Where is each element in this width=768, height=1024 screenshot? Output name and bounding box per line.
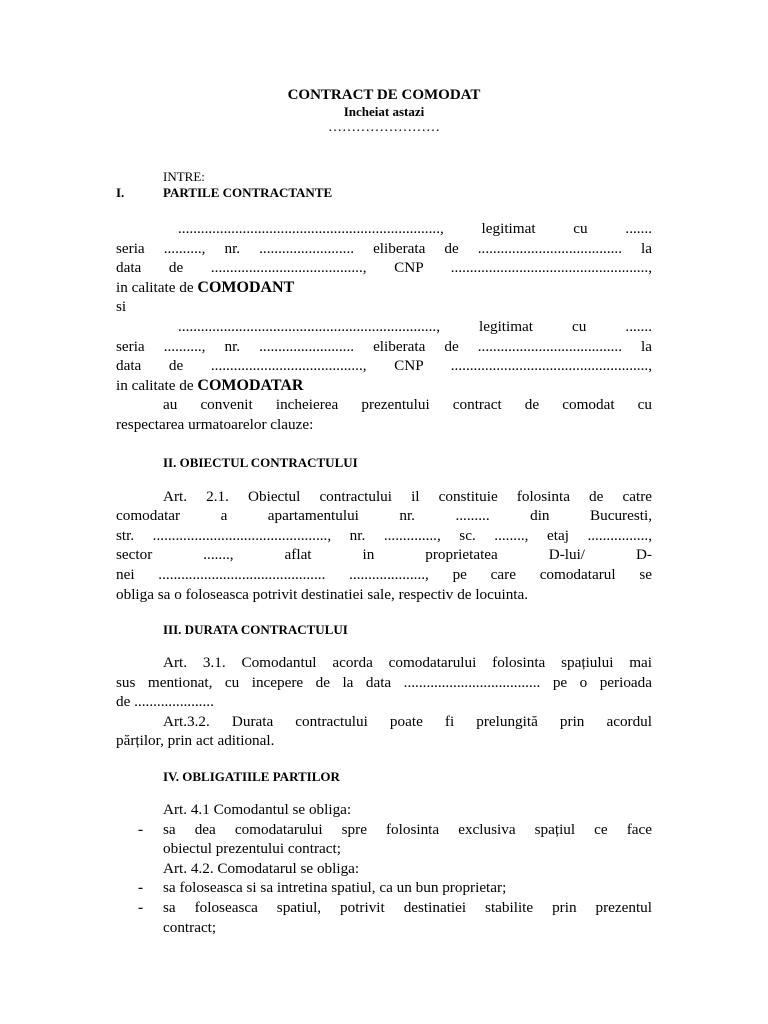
party1-role: COMODANT <box>197 278 295 296</box>
date-placeholder: …………………… <box>328 120 440 135</box>
intre-label: INTRE: <box>163 169 205 184</box>
art21-line4: sector ......., aflat in proprietatea D-lui/ D- <box>116 546 652 564</box>
art32-line1: Art.3.2. Durata contractului poate fi prelungită prin acordul <box>163 712 652 730</box>
art42-item1 <box>116 878 652 898</box>
art21-line1: Art. 2.1. Obiectul contractului il constituie folosinta de catre <box>163 487 652 505</box>
section-1-heading <box>116 185 652 201</box>
art32-line2: părților, prin act aditional. <box>116 732 275 750</box>
party1-line1: ....................................................................., legitimat cu ....... <box>178 220 652 237</box>
party2-role-prefix: in calitate de <box>116 376 194 394</box>
art21-line3: str. .............................................., nr. .............., sc. ........, etaj ................, <box>116 526 652 544</box>
art21-line5: nei ............................................ ...................., pe care comodatarul se <box>116 565 652 583</box>
party2-line3: data de ........................................, CNP ...................................................., <box>116 357 652 375</box>
art42-heading: Art. 4.2. Comodatarul se obliga: <box>163 859 360 877</box>
art31-line3: de ..................... <box>116 693 214 711</box>
section-4-heading: IV. OBLIGATIILE PARTILOR <box>163 769 340 785</box>
contract-subtitle: Incheiat astazi <box>343 104 425 119</box>
art42-item2-line2: contract; <box>163 918 217 936</box>
art42-item1-text: sa foloseasca si sa intretina spatiul, ca un bun proprietar; <box>163 879 507 897</box>
party1-line3: data de ........................................, CNP ...................................................., <box>116 259 652 277</box>
agreement-line2: respectarea urmatoarelor clauze: <box>116 415 314 433</box>
bullet-dash: - <box>138 879 144 897</box>
art41-item1 <box>116 820 652 859</box>
bullet-dash: - <box>138 899 144 917</box>
section-1-title: PARTILE CONTRACTANTE <box>163 185 333 200</box>
art21-line2: comodatar a apartamentului nr. ......... din Bucuresti, <box>116 507 652 525</box>
party2-line1: ...................................................................., legitimat cu ....... <box>178 317 652 335</box>
art31-line2: sus mentionat, cu incepere de la data .................................... pe o perioada <box>116 673 652 691</box>
art41-heading: Art. 4.1 Comodantul se obliga: <box>163 801 352 819</box>
contract-title: CONTRACT DE COMODAT <box>287 87 481 103</box>
art41-item1-line1: sa dea comodatarului spre folosinta exclusiva spațiul ce face <box>163 820 652 838</box>
contract-document <box>116 86 652 937</box>
art41-item1-line2: obiectul prezentului contract; <box>163 840 341 858</box>
bullet-dash: - <box>138 820 144 838</box>
party1-line2: seria .........., nr. ......................... eliberata de ...................................... la <box>116 239 652 257</box>
section-2-heading: II. OBIECTUL CONTRACTULUI <box>163 454 358 470</box>
party2-role: COMODATAR <box>197 376 304 394</box>
party1-role-line <box>116 278 652 298</box>
art21-line6: obliga sa o foloseasca potrivit destinatiei sale, respectiv de locuinta. <box>116 585 529 603</box>
party2-line2: seria .........., nr. ......................... eliberata de ...................................... la <box>116 337 652 355</box>
art31-line1: Art. 3.1. Comodantul acorda comodatarului folosinta spațiului mai <box>163 654 652 672</box>
section-1-number: I. <box>116 185 125 200</box>
si-connector: si <box>116 298 127 316</box>
art42-item2 <box>116 898 652 937</box>
party2-role-line <box>116 376 652 396</box>
art42-item2-line1: sa foloseasca spatiul, potrivit destinatiei stabilite prin prezentul <box>163 899 652 917</box>
agreement-line1: au convenit incheierea prezentului contract de comodat cu <box>163 396 652 414</box>
section-3-heading: III. DURATA CONTRACTULUI <box>163 622 348 638</box>
party1-role-prefix: in calitate de <box>116 278 194 296</box>
